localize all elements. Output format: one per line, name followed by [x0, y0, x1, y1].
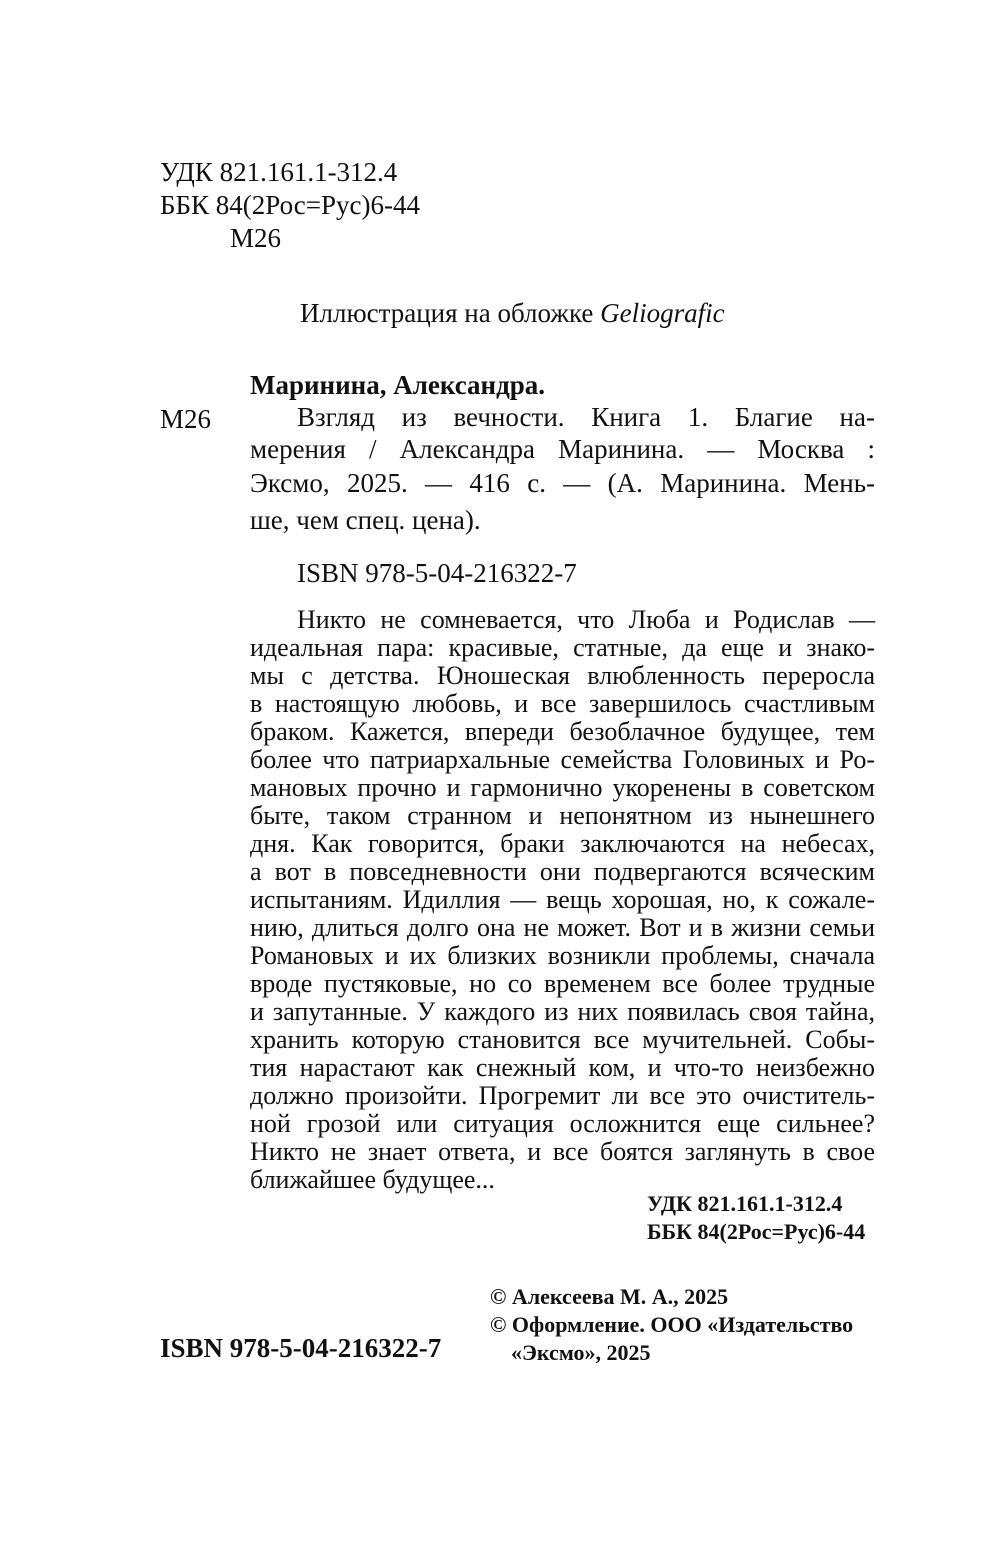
annotation-line: более что патриархальные семейства Головиных и Ро-: [250, 745, 875, 774]
annotation-line: тия нарастают как снежный ком, и что-то неизбежно: [250, 1053, 875, 1082]
annotation-line: мановых прочно и гармонично укоренены в советском: [250, 773, 875, 802]
illustration-prefix: Иллюстрация на обложке: [300, 298, 594, 328]
biblio-sign: М26: [160, 404, 212, 434]
biblio-word: Маринина.: [660, 468, 787, 498]
annotation-line: дня. Как говорится, браки заключаются на небесах,: [250, 829, 875, 858]
udk-code: УДК 821.161.1-312.4: [160, 157, 398, 187]
biblio-word: Благие: [734, 402, 813, 432]
biblio-word: /: [368, 434, 377, 464]
annotation-line: браком. Кажется, впереди безоблачное будущее, тем: [250, 717, 875, 746]
biblio-word: 416: [469, 468, 510, 498]
biblio-word: Москва: [757, 434, 845, 464]
biblio-word: Эксмо,: [250, 468, 330, 498]
biblio-word: Александра: [399, 434, 535, 464]
annotation-line: должно произойти. Прогремит ли все это очиститель-: [250, 1081, 875, 1110]
biblio-word: Книга: [591, 402, 662, 432]
biblio-word: Маринина.: [558, 434, 685, 464]
biblio-word: с.: [527, 468, 546, 498]
annotation-line: Романовых и их близких возникли проблемы, сначала: [250, 941, 875, 970]
annotation-line: хранить которую становится все мучительней. Собы-: [250, 1025, 875, 1054]
biblio-word: —: [425, 468, 453, 498]
bbk-code: ББК 84(2Рос=Рус)6-44: [160, 190, 420, 220]
footer-bbk: ББК 84(2Рос=Рус)6-44: [647, 1219, 866, 1244]
annotation-line: ной грозой или ситуация осложнится еще сильнее?: [250, 1109, 875, 1138]
illustration-name: Geliografic: [600, 298, 725, 328]
biblio-word: мерения: [250, 434, 346, 464]
copyright-author: © Алексеева М. А., 2025: [490, 1284, 729, 1309]
biblio-word: —: [563, 468, 591, 498]
biblio-word: из: [401, 402, 427, 432]
biblio-word: вечности.: [453, 402, 565, 432]
annotation-line: а вот в повседневности они подвергаются всяческим: [250, 857, 875, 886]
biblio-line-last: ше, чем спец. цена).: [250, 505, 481, 535]
isbn-main: ISBN 978-5-04-216322-7: [297, 558, 577, 588]
biblio-word: —: [707, 434, 735, 464]
annotation-line: нию, длиться долго она не может. Вот и в жизни семьи: [250, 913, 875, 942]
footer-isbn: ISBN 978-5-04-216322-7: [160, 1333, 442, 1363]
biblio-line: [250, 436, 875, 464]
annotation-line: Никто не знает ответа, и все боятся заглянуть в свое: [250, 1137, 875, 1166]
footer-udk: УДК 821.161.1-312.4: [647, 1191, 843, 1216]
annotation-line: идеальная пара: красивые, статные, да еще и знако-: [250, 633, 875, 662]
biblio-word: Взгляд: [297, 402, 376, 432]
annotation-line-last: ближайшее будущее...: [250, 1165, 495, 1194]
illustration-credit: [300, 296, 725, 330]
biblio-word: 2025.: [346, 468, 408, 498]
biblio-line: [250, 470, 875, 498]
biblio-line: [297, 404, 875, 432]
author-heading: Маринина, Александра.: [250, 370, 546, 400]
biblio-word: на-: [839, 402, 875, 432]
annotation-line: вроде пустяковые, но со временем все более трудные: [250, 969, 875, 998]
annotation-line: и запутанные. У каждого из них появилась своя тайна,: [250, 997, 875, 1026]
annotation-line: быте, таком странном и непонятном из нынешнего: [250, 801, 875, 830]
annotation-line: в настоящую любовь, и все завершилось счастливым: [250, 689, 875, 718]
annotation-line: мы с детства. Юношеская влюбленность переросла: [250, 661, 875, 690]
annotation-line: Никто не сомневается, что Люба и Родислав —: [297, 605, 875, 634]
biblio-word: Мень-: [803, 468, 875, 498]
copyright-design-cont: «Эксмо», 2025: [511, 1340, 651, 1365]
copyright-design: © Оформление. ООО «Издательство: [490, 1312, 854, 1337]
biblio-word: :: [867, 434, 875, 464]
biblio-word: 1.: [687, 402, 709, 432]
annotation-line: испытаниям. Идиллия — вещь хорошая, но, к сожале-: [250, 885, 875, 914]
author-sign: М26: [230, 223, 282, 253]
biblio-word: (А.: [607, 468, 643, 498]
